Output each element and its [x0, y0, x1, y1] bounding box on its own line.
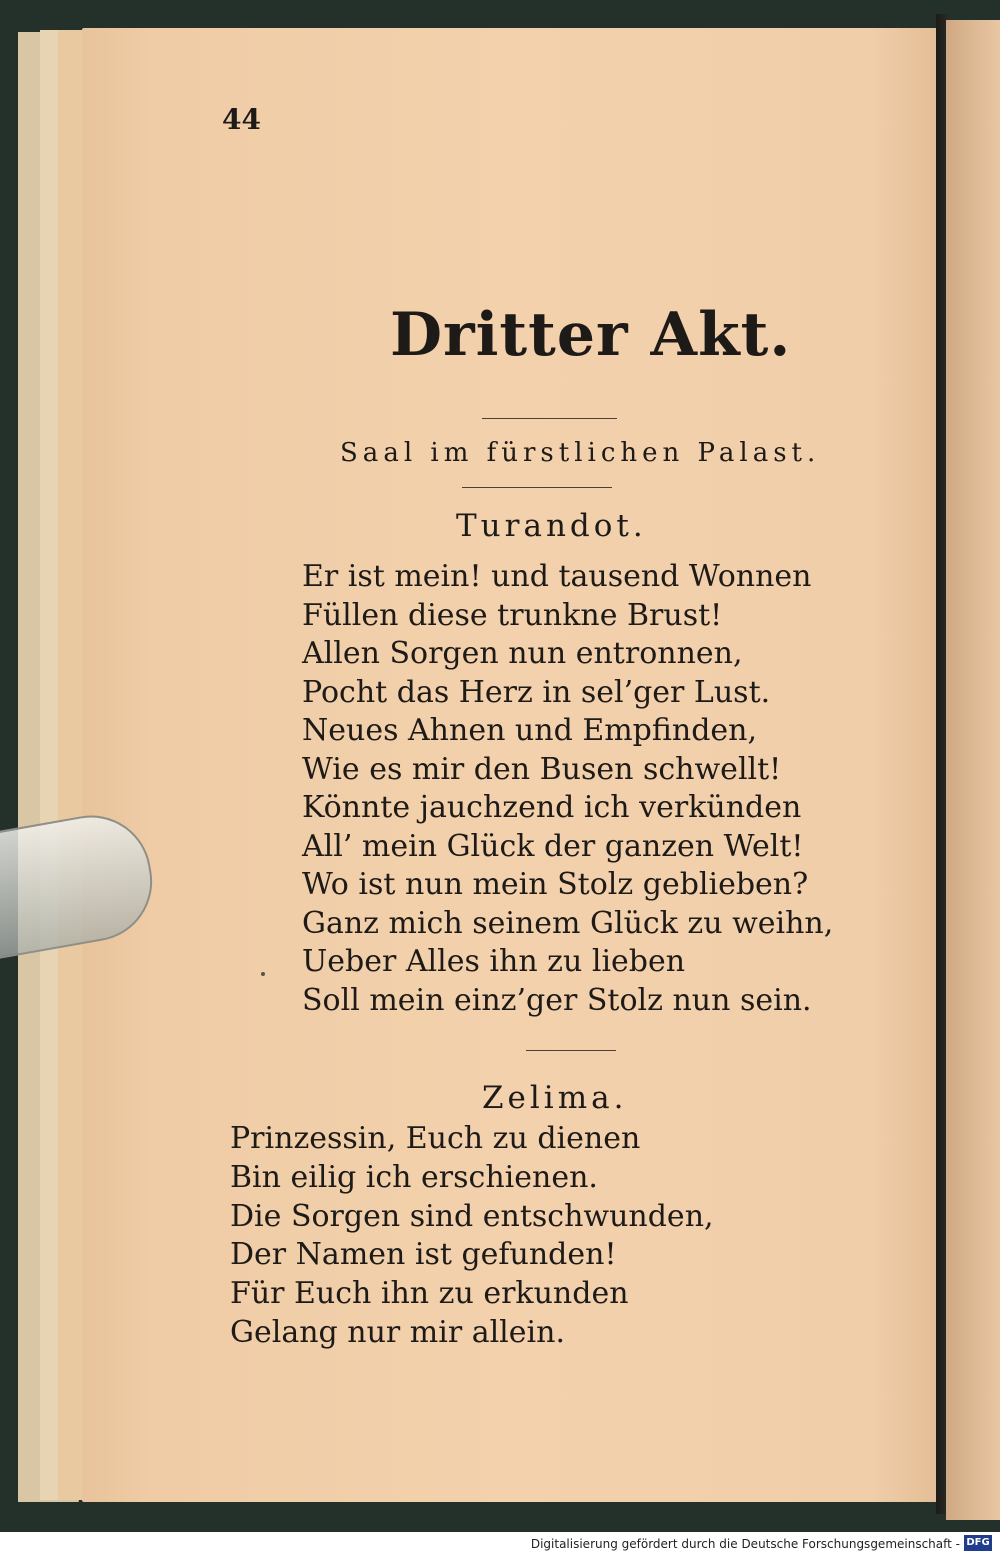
- divider-rule: [482, 418, 617, 419]
- verse-line: Für Euch ihn zu erkunden: [230, 1276, 629, 1312]
- verse-line: Bin eilig ich erschienen.: [230, 1159, 598, 1195]
- scene-heading: Saal im fürstlichen Palast.: [340, 438, 821, 468]
- divider-rule: [462, 487, 612, 488]
- verse-line: Gelang nur mir allein.: [230, 1314, 565, 1350]
- facing-page-edge: [946, 20, 1000, 1520]
- paper-speck: [261, 972, 265, 976]
- verse-line: Wie es mir den Busen schwellt!: [302, 751, 782, 787]
- verse-line: Könnte jauchzend ich verkünden: [302, 790, 802, 825]
- verse-line: Er ist mein! und tausend Wonnen: [302, 559, 812, 594]
- funding-credit: Digitalisierung gefördert durch die Deutsche Forschungsgemeinschaft -: [530, 1537, 960, 1551]
- verse-line: Die Sorgen sind entschwunden,: [230, 1198, 714, 1234]
- dfg-logo-icon: DFG: [964, 1535, 992, 1551]
- speaker-name: Turandot.: [456, 508, 647, 544]
- divider-rule: [526, 1050, 616, 1051]
- verse-line: All’ mein Glück der ganzen Welt!: [302, 828, 804, 864]
- verse-line: Wo ist nun mein Stolz geblieben?: [302, 867, 809, 902]
- verse-line: Allen Sorgen nun entronnen,: [302, 636, 743, 671]
- verse-block: [230, 1120, 714, 1353]
- verse-block: [302, 558, 833, 1020]
- verse-line: Ganz mich seinem Glück zu weihn,: [302, 905, 834, 941]
- verse-line: Ueber Alles ihn zu lieben: [302, 944, 686, 979]
- speaker-name: Zelima.: [482, 1080, 628, 1116]
- verse-line: Pocht das Herz in sel’ger Lust.: [302, 674, 771, 710]
- verse-line: Prinzessin, Euch zu dienen: [230, 1121, 641, 1156]
- verse-line: Der Namen ist gefunden!: [230, 1237, 617, 1273]
- verse-line: Füllen diese trunkne Brust!: [302, 597, 723, 633]
- page-number: 44: [222, 103, 261, 136]
- act-title: Dritter Akt.: [390, 300, 792, 370]
- verse-line: Neues Ahnen und Empfinden,: [302, 713, 758, 748]
- verse-line: Soll mein einz’ger Stolz nun sein.: [302, 982, 812, 1018]
